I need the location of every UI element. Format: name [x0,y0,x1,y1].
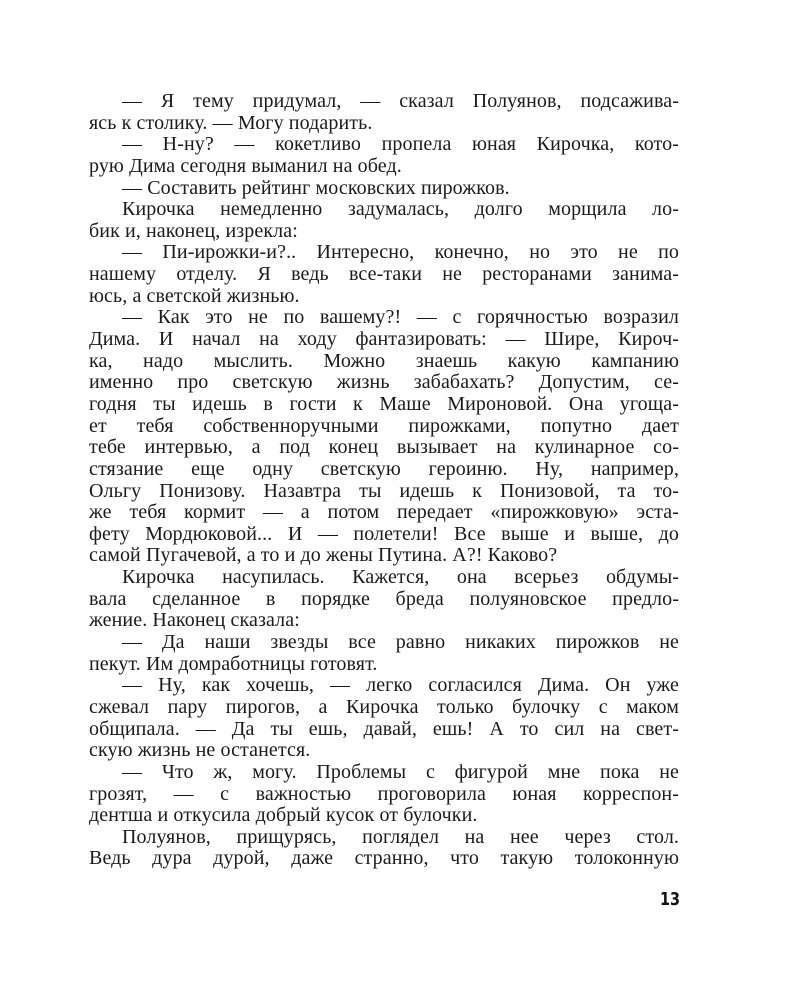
text-line: Кирочка насупилась. Кажется, она всерьез обдумы- [122,566,679,589]
text-line: ясь к столику. — Могу подарить. [89,111,373,134]
text-line: Ведь дура дурой, даже странно, что такую толоконную [89,847,679,870]
text-line: пекут. Им домработницы готовят. [89,652,378,675]
text-line: скую жизнь не останется. [89,739,311,762]
text-line: самой Пугачевой, а то и до жены Путина. А?! Каково? [89,544,558,567]
text-line: нашему отделу. Я ведь все-таки не ресторанами занима- [89,263,679,286]
text-line: — Что ж, могу. Проблемы с фигурой мне пока не [122,760,679,783]
text-line: ет тебя собственноручными пирожками, попутно дает [89,414,679,437]
text-line: — Как это не по вашему?! — с горячностью возразил [122,306,679,329]
text-line: — Составить рейтинг московских пирожков. [122,176,510,199]
text-line: бик и, наконец, изрекла: [89,219,298,242]
text-line: рую Дима сегодня выманил на обед. [89,154,402,177]
text-line: Кирочка немедленно задумалась, долго морщила ло- [122,198,679,221]
text-line: фету Мордюковой... И — полетели! Все выше и выше, до [89,522,679,545]
text-line: Дима. И начал на ходу фантазировать: — Шире, Кироч- [89,328,679,351]
text-line: дентша и откусила добрый кусок от булочки. [89,804,478,827]
text-line: стязание еще одну светскую героиню. Ну, например, [89,457,679,480]
body-text [89,91,679,870]
text-line: — Н-ну? — кокетливо пропела юная Кирочка, кото- [122,133,679,156]
page-number: 13 [659,889,680,910]
text-line: Полуянов, прищурясь, поглядел на нее через стол. [122,825,679,848]
text-line: — Да наши звезды все равно никаких пирожков не [122,631,679,654]
text-line: именно про светскую жизнь забабахать? Допустим, се- [89,371,679,394]
text-line: тебе интервью, а под конец вызывает на кулинарное со- [89,436,679,459]
text-line: юсь, а светской жизнью. [89,284,300,307]
text-line: — Пи-ирожки-и?.. Интересно, конечно, но это не по [122,241,679,264]
text-line: Ольгу Понизову. Назавтра ты идешь к Понизовой, та то- [89,479,679,502]
text-line: сжевал пару пирогов, а Кирочка только булочку с маком [89,695,679,718]
text-line: годня ты идешь в гости к Маше Мироновой. Она угоща- [89,392,679,415]
text-line: же тебя кормит — а потом передает «пирожковую» эста- [89,501,679,524]
text-line: — Я тему придумал, — сказал Полуянов, подсажива- [122,90,679,112]
text-line: — Ну, как хочешь, — легко согласился Дима. Он уже [122,674,679,697]
text-line: вала сделанное в порядке бреда полуяновское предло- [89,587,679,610]
text-line: общипала. — Да ты ешь, давай, ешь! А то сил на свет- [89,717,679,740]
text-line: грозят, — с важностью проговорила юная корреспон- [89,782,679,805]
text-line: жение. Наконец сказала: [89,609,300,632]
text-line: ка, надо мыслить. Можно знаешь какую кампанию [89,349,679,372]
